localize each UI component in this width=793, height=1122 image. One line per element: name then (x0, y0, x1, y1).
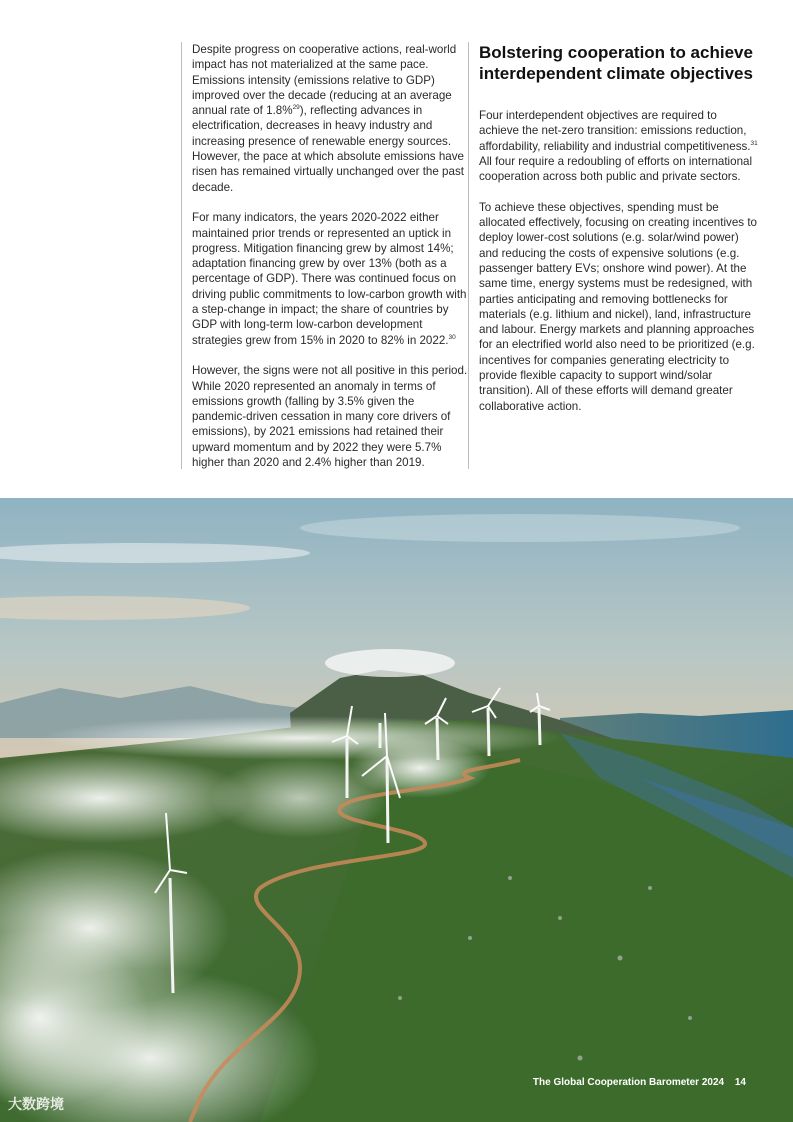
right-column (468, 42, 758, 469)
watermark-logo: 大数跨境 (8, 1096, 64, 1112)
right-paragraph-2: To achieve these objectives, spending must be allocated effectively, focusing on creating incentives to deploy lower-cost solutions (e.g. solar/wind power) and reducing the costs of expensive solutions (e.g. passenger battery EVs; onshore wind power). At the same time, energy systems must be redesigned, with parties anticipating and removing bottlenecks for materials (e.g. lithium and nickel), land, infrastructure and labour. Energy markets and planning approaches for an electrified world also need to be prioritized (e.g. incentives for companies generating electricity to provide flexible capacity to support wind/solar transition). All of these efforts will demand greater collaborative action. (479, 200, 757, 413)
left-paragraph-3: However, the signs were not all positive in this period. While 2020 represented an anomaly in terms of emissions growth (falling by 3.5% given the pandemic-driven cessation in many core drivers of emissions), by 2021 emissions had retained their upward momentum and by 2022 they were 5.7% higher than 2020 and 2.4% higher than 2019. (192, 364, 468, 470)
left-column (181, 42, 468, 469)
publication-title: The Global Cooperation Barometer 2024 (532, 1077, 725, 1088)
right-paragraph-1: Four interdependent objectives are required to achieve the net-zero transition: emissions reduction, affordability, reliability and industrial competitiveness.$^{31}$ All four require a redoubling of efforts on international cooperation across both public and private sectors. (479, 109, 758, 184)
footnote-ref-30[interactable]: 30 (448, 333, 456, 341)
page-number: 14 (734, 1077, 746, 1088)
wind-turbine-landscape-photo (0, 498, 793, 1122)
footnote-ref-31[interactable]: 31 (750, 139, 758, 147)
left-paragraph-1: Despite progress on cooperative actions, real-world impact has not materialized at the same pace. Emissions intensity (emissions relative to GDP) improved over the decade (reducing at an average annual rate of 1.8%$^{29}$), reflecting advances in electrification, decreases in heavy industry and increasing presence of renewable energy sources. However, the pace at which absolute emissions have risen has remained virtually unchanged over the past decade. (192, 43, 464, 194)
footnote-ref-29[interactable]: 29 (292, 104, 300, 112)
left-paragraph-2: For many indicators, the years 2020-2022 either maintained prior trends or represented an uptick in progress. Mitigation financing grew by almost 14%; adaptation financing grew by over 13% (both as a percentage of GDP). There was continued focus on driving public commitments to low-carbon growth with a step-change in impact; the share of countries by GDP with long-term low-carbon development strategies grew from 15% in 2020 to 82% in 2022.30 (192, 211, 467, 347)
page-footer (525, 1077, 746, 1088)
section-heading: Bolstering cooperation to achieve interdependent climate objectives (479, 43, 753, 83)
